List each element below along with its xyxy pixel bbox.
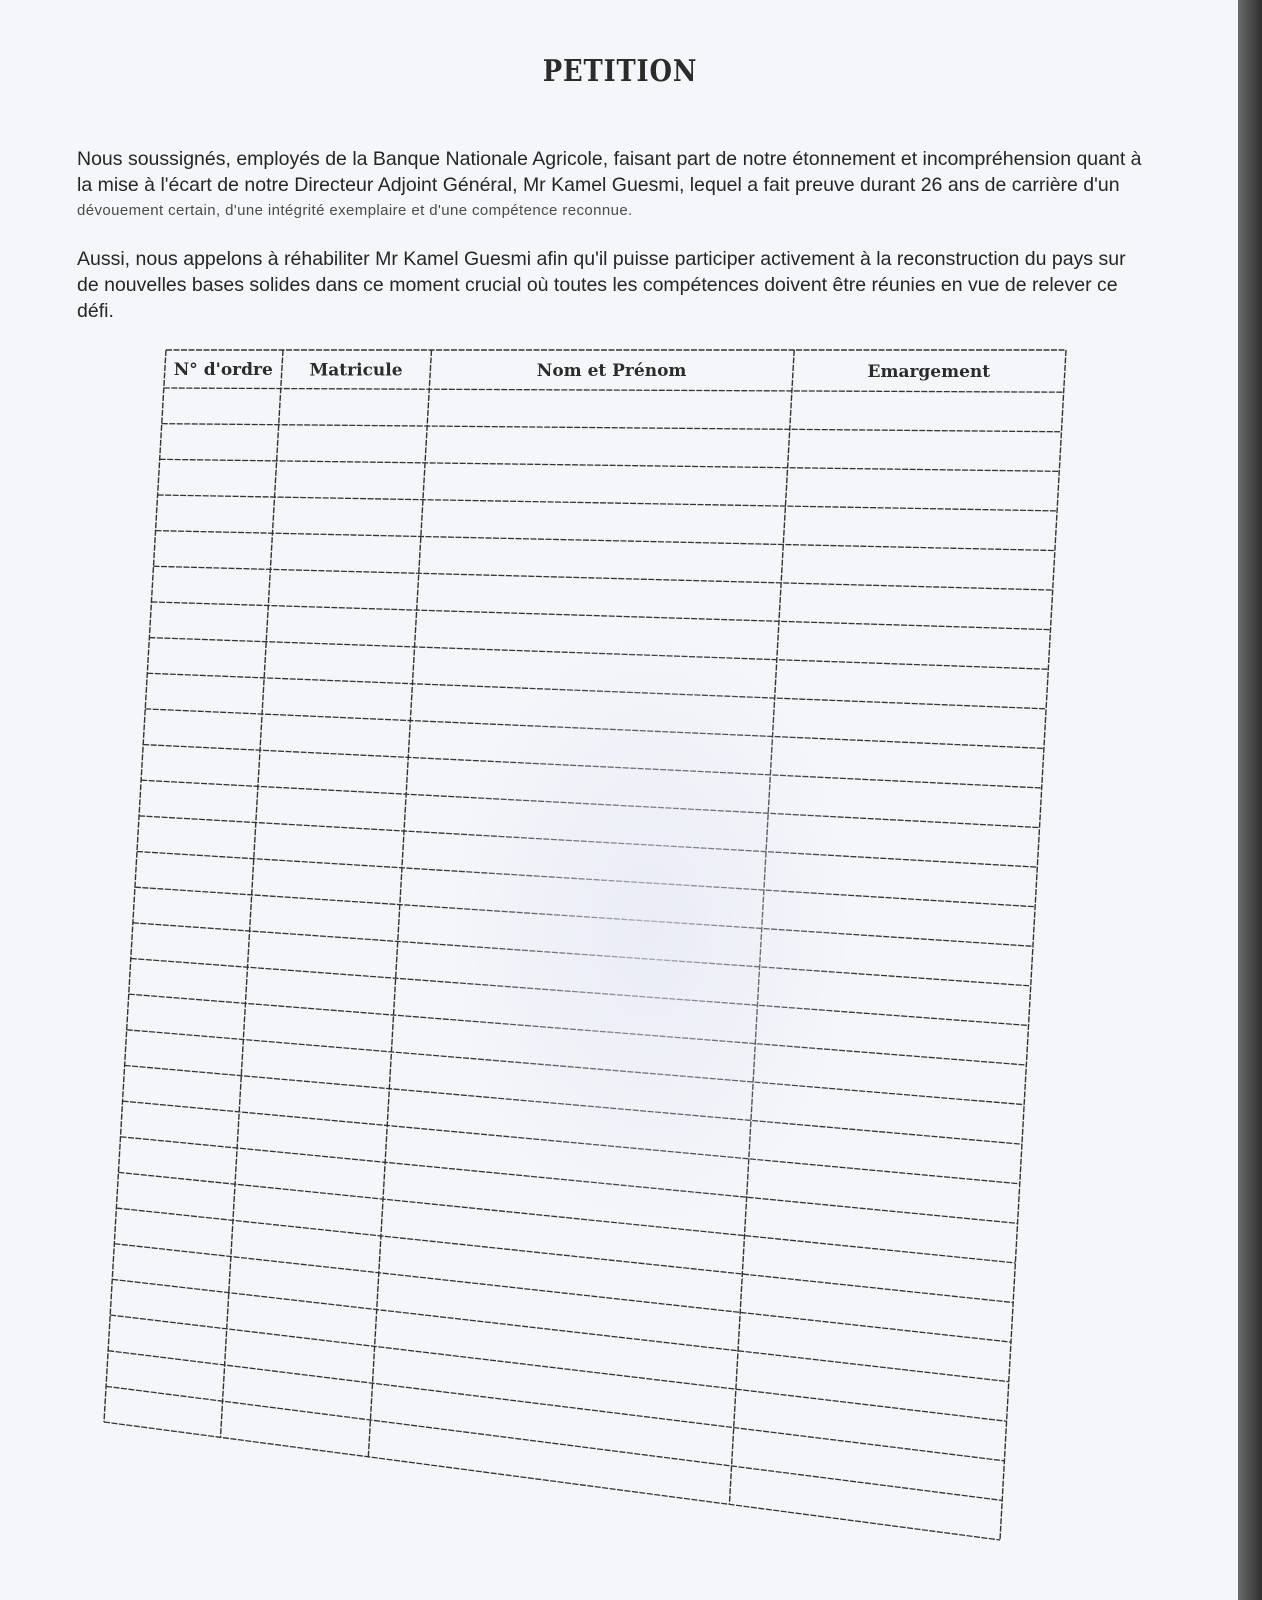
table-row-line (143, 745, 1042, 788)
table-row-line (114, 1244, 1011, 1342)
scanner-edge-shadow (1238, 0, 1262, 1600)
table-row-line (162, 424, 1062, 432)
table-row-line (145, 709, 1044, 749)
table-header-divider (164, 388, 1064, 392)
table-row-line (158, 495, 1057, 511)
table-row-line (129, 994, 1027, 1065)
table-row-line (149, 638, 1048, 670)
table-row-line (133, 923, 1031, 986)
table-row-line (147, 673, 1046, 709)
table-row-line (125, 1065, 1022, 1144)
table-row-line (116, 1208, 1013, 1302)
intro-line-1: Nous soussignés, employés de la Banque Nationale Agricole, faisant part de notre étonnement et incompréhension quant à (77, 148, 1142, 170)
table-row-line (123, 1101, 1020, 1184)
table-row-line (160, 459, 1060, 471)
document-title: PETITION (542, 54, 698, 89)
appeal-line-3: défi. (77, 300, 114, 322)
intro-line-3: dévouement certain, d'une intégrité exemplaire et d'une compétence reconnue. (77, 202, 633, 219)
table-row-line (141, 780, 1039, 827)
table-header-matricule: Matricule (309, 360, 403, 381)
table-row-line (112, 1279, 1009, 1381)
appeal-line-2: de nouvelles bases solides dans ce moment crucial où toutes les compétences doivent être réunies en vue de relever ce (77, 274, 1118, 296)
table-row-line (127, 1030, 1024, 1105)
table-row-line (120, 1137, 1017, 1224)
table-row-line (151, 602, 1050, 630)
table-row-line (106, 1386, 1002, 1500)
table-row-line (104, 1422, 1000, 1540)
table-header-signature: Emargement (867, 361, 991, 382)
table-column-line-0 (104, 350, 166, 1422)
table-row-line (135, 887, 1033, 946)
table-column-line-4 (1000, 350, 1066, 1540)
table-row-line (118, 1172, 1015, 1263)
table-row-line (131, 958, 1029, 1025)
table-row-line (108, 1351, 1004, 1461)
intro-line-2: la mise à l'écart de notre Directeur Adjoint Général, Mr Kamel Guesmi, lequel a fait preuve durant 26 ans de carrière d'un (77, 174, 1120, 196)
table-row-line (153, 566, 1052, 590)
table-header-name: Nom et Prénom (536, 361, 687, 382)
appeal-line-1: Aussi, nous appelons à réhabiliter Mr Kamel Guesmi afin qu'il puisse participer activement à la reconstruction du pays sur (77, 248, 1126, 270)
table-row-line (110, 1315, 1006, 1421)
table-header-order: N° d'ordre (173, 360, 273, 381)
table-row-line (156, 531, 1055, 551)
